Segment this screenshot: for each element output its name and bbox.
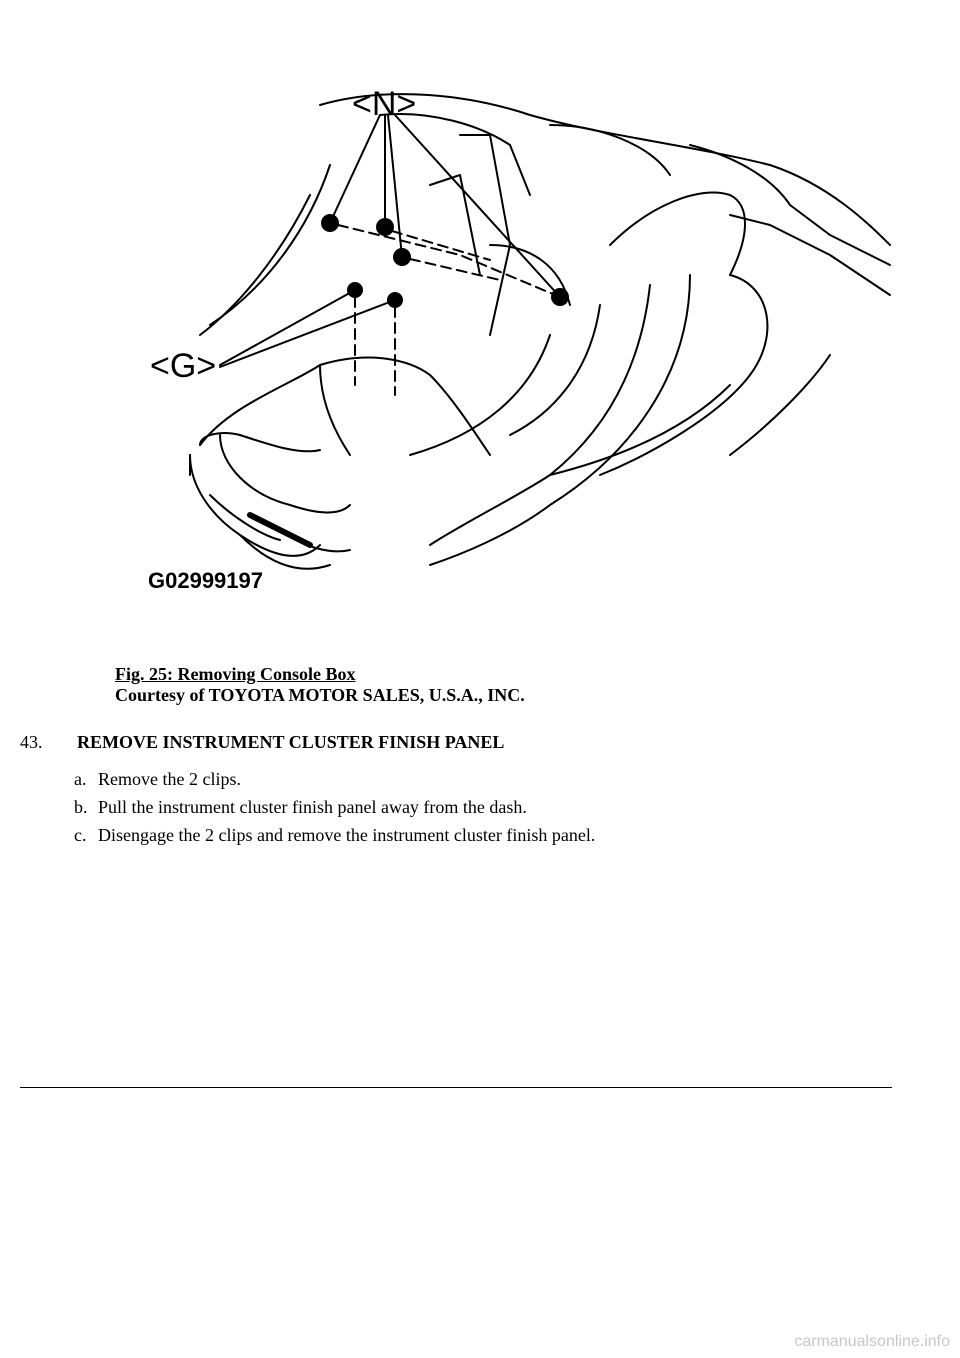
- list-item: [74, 796, 595, 824]
- list-item: [74, 768, 595, 796]
- substep-list: [74, 768, 595, 852]
- list-item: [74, 824, 595, 852]
- console-box-illustration: [130, 75, 910, 605]
- figure-id-label: G02999197: [148, 568, 263, 593]
- substep-letter: b.: [74, 797, 88, 817]
- callout-g-label: <G>: [150, 347, 217, 385]
- figure-title: Fig. 25: Removing Console Box: [115, 664, 356, 684]
- watermark: carmanualsonline.info: [794, 1333, 950, 1350]
- substep-text: Disengage the 2 clips and remove the instrument cluster finish panel.: [98, 825, 596, 845]
- figure-caption: [115, 664, 525, 706]
- step-number: 43.: [20, 732, 43, 752]
- figure-credit: Courtesy of TOYOTA MOTOR SALES, U.S.A., INC.: [115, 685, 525, 705]
- procedure-step: [20, 732, 504, 753]
- substep-text: Remove the 2 clips.: [98, 769, 241, 789]
- callout-n-label: <N>: [352, 85, 417, 123]
- substep-letter: a.: [74, 769, 87, 789]
- substep-letter: c.: [74, 825, 87, 845]
- substep-text: Pull the instrument cluster finish panel away from the dash.: [98, 797, 527, 817]
- step-heading: REMOVE INSTRUMENT CLUSTER FINISH PANEL: [77, 732, 505, 752]
- page-divider: [20, 1087, 892, 1088]
